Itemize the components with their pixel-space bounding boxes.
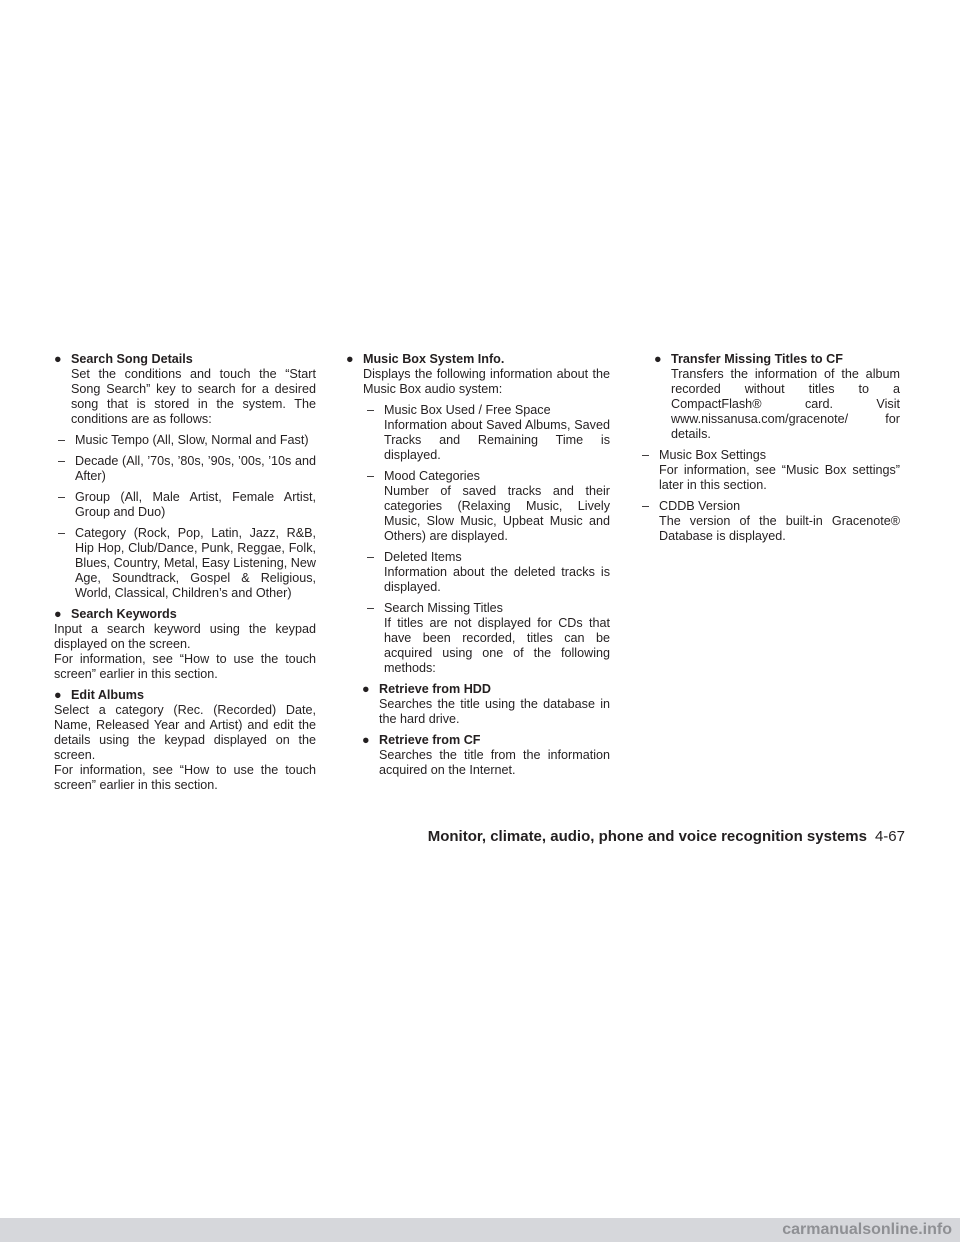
- list-item: [58, 490, 316, 520]
- bullet-body: Displays the following information about the Music Box audio system:: [363, 367, 610, 396]
- bullet-icon: ●: [362, 733, 370, 747]
- item-heading: Deleted Items: [384, 550, 462, 564]
- dash-icon: –: [367, 601, 375, 615]
- item-text: Information about Saved Albums, Saved Tracks and Remaining Time is displayed.: [384, 418, 610, 462]
- middle-column: [346, 352, 610, 784]
- bullet-title: Search Keywords: [71, 607, 177, 621]
- bullet-retrieve-from-hdd: [362, 682, 610, 727]
- dash-icon: –: [367, 469, 375, 483]
- list-item: [58, 433, 316, 448]
- bullet-body: For information, see “How to use the touch screen” earlier in this section.: [54, 763, 316, 792]
- dash-icon: –: [367, 403, 375, 417]
- bullet-icon: ●: [54, 688, 62, 702]
- item-text: Number of saved tracks and their categories (Relaxing Music, Lively Music, Slow Music, Upbeat Music and Others) are displayed.: [384, 484, 610, 543]
- item-text: For information, see “Music Box settings” later in this section.: [659, 463, 900, 492]
- list-item: [367, 601, 610, 676]
- bullet-body: Select a category (Rec. (Recorded) Date, Name, Released Year and Artist) and edit the details using the keypad displayed on the screen.: [54, 703, 316, 762]
- bullet-search-song-details: [54, 352, 316, 427]
- bullet-title: Music Box System Info.: [363, 352, 505, 366]
- bullet-body-block: [54, 622, 316, 682]
- bullet-body-block: [54, 703, 316, 793]
- bullet-title: Transfer Missing Titles to CF: [671, 352, 843, 366]
- bullet-title: Search Song Details: [71, 352, 193, 366]
- bullet-title: Retrieve from CF: [379, 733, 481, 747]
- page-number: 4-67: [874, 828, 905, 845]
- list-item: [642, 499, 900, 544]
- dash-icon: –: [58, 454, 66, 468]
- list-item: [58, 526, 316, 601]
- item-text: Category (Rock, Pop, Latin, Jazz, R&B, Hip Hop, Club/Dance, Punk, Reggae, Folk, Blues, Country, Metal, Easy Listening, New Age, Soundtrack, Gospel & Religious, World, Classical, Children’s and Other): [75, 526, 316, 600]
- bullet-transfer-missing-titles: [654, 352, 900, 442]
- item-heading: Mood Categories: [384, 469, 480, 483]
- bullet-body: Input a search keyword using the keypad displayed on the screen.: [54, 622, 316, 651]
- bullet-music-box-system-info: [346, 352, 610, 397]
- page-footer: [428, 828, 905, 846]
- dash-icon: –: [58, 490, 66, 504]
- item-heading: Search Missing Titles: [384, 601, 503, 615]
- list-item: [367, 403, 610, 463]
- bullet-body: Searches the title from the information acquired on the Internet.: [379, 748, 610, 777]
- list-item: [367, 469, 610, 544]
- watermark-text: carmanualsonline.info: [782, 1221, 952, 1238]
- dash-icon: –: [367, 550, 375, 564]
- watermark-bar: [0, 1218, 960, 1242]
- section-title: Monitor, climate, audio, phone and voice recognition systems: [427, 828, 867, 845]
- list-item: [367, 550, 610, 595]
- bullet-title: Edit Albums: [71, 688, 144, 702]
- bullet-body: Transfers the information of the album recorded without titles to a CompactFlash® card. Visit www.nissanusa.com/gracenote/ for details.: [671, 367, 900, 441]
- item-text: Information about the deleted tracks is displayed.: [384, 565, 610, 594]
- item-text: Music Tempo (All, Slow, Normal and Fast): [75, 433, 309, 447]
- bullet-edit-albums: [54, 688, 316, 703]
- item-heading: Music Box Settings: [659, 448, 767, 462]
- bullet-body: Searches the title using the database in the hard drive.: [379, 697, 610, 726]
- dash-icon: –: [642, 448, 650, 462]
- item-heading: Music Box Used / Free Space: [384, 403, 551, 417]
- dash-icon: –: [58, 526, 66, 540]
- bullet-body: For information, see “How to use the touch screen” earlier in this section.: [54, 652, 316, 681]
- right-column: [638, 352, 900, 550]
- list-item: [642, 448, 900, 493]
- bullet-search-keywords: [54, 607, 316, 622]
- item-text: If titles are not displayed for CDs that have been recorded, titles can be acquired using one of the following methods:: [384, 616, 610, 675]
- item-text: Decade (All, ’70s, ’80s, ’90s, ’00s, ’10s and After): [75, 454, 316, 483]
- item-heading: CDDB Version: [659, 499, 741, 513]
- bullet-icon: ●: [54, 607, 62, 621]
- bullet-body: Set the conditions and touch the “Start Song Search” key to search for a desired song that is stored in the system. The conditions are as follows:: [71, 367, 316, 426]
- bullet-icon: ●: [654, 352, 662, 366]
- item-text: The version of the built-in Gracenote® Database is displayed.: [659, 514, 900, 543]
- bullet-icon: ●: [362, 682, 370, 696]
- item-text: Group (All, Male Artist, Female Artist, Group and Duo): [75, 490, 316, 519]
- left-column: [54, 352, 316, 799]
- dash-icon: –: [58, 433, 66, 447]
- bullet-icon: ●: [54, 352, 62, 366]
- list-item: [58, 454, 316, 484]
- bullet-icon: ●: [346, 352, 354, 366]
- bullet-retrieve-from-cf: [362, 733, 610, 778]
- bullet-title: Retrieve from HDD: [379, 682, 491, 696]
- dash-icon: –: [642, 499, 650, 513]
